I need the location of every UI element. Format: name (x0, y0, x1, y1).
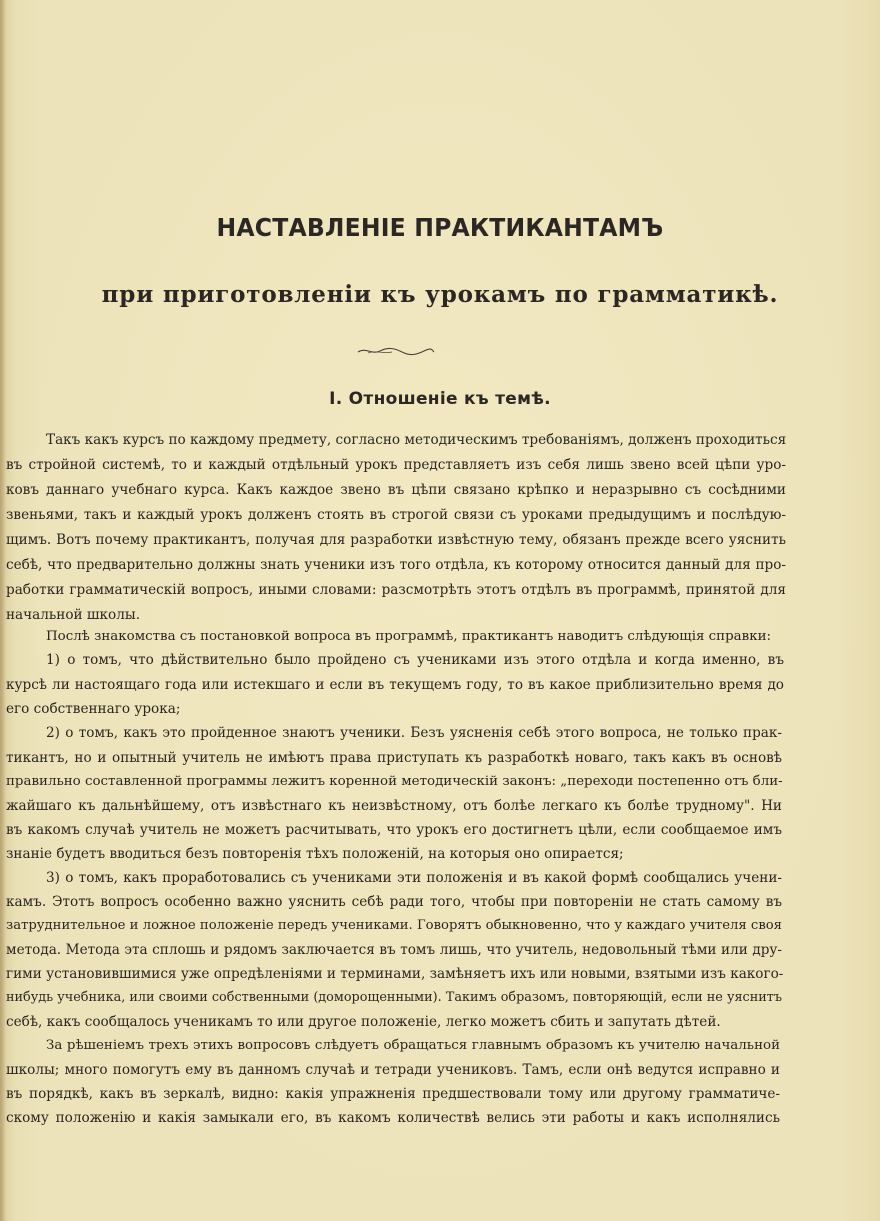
text-line: жайшаго къ дальнѣйшему, отъ извѣстнаго къ неизвѣстному, отъ болѣе легкаго къ болѣе трудному". Ни (6, 798, 782, 814)
text-line: гими установившимися уже опредѣленіями и терминами, замѣняетъ ихъ или новыми, взятыми изъ какого- (6, 966, 784, 982)
text-line: его собственнаго урока; (6, 701, 181, 717)
text-line: въ какомъ случаѣ учитель не можетъ расчитывать, что урокъ его достигнетъ цѣли, если сообщаемое имъ (6, 822, 782, 838)
text-line: звеньями, такъ и каждый урокъ долженъ стоять въ строгой связи съ уроками предыдущимъ и послѣдую- (6, 507, 786, 523)
text-line: Такъ какъ курсъ по каждому предмету, согласно методическимъ требованіямъ, долженъ проходиться (46, 432, 787, 448)
text-line: правильно составленной программы лежитъ коренной методическій законъ: „переходи постепенно отъ бли- (6, 774, 783, 789)
text-line: въ порядкѣ, какъ въ зеркалѣ, видно: какія упражненія предшествовали тому или другому грамматиче- (6, 1086, 780, 1102)
text-line: начальной школы. (6, 607, 141, 623)
document-title: НАСТАВЛЕНІЕ ПРАКТИКАНТАМЪ (216, 213, 664, 242)
text-line: 2) о томъ, какъ это пройденное знаютъ ученики. Безъ уясненія себѣ этого вопроса, не только прак- (46, 725, 782, 741)
ornament-divider-icon (356, 344, 436, 358)
text-line: 1) о томъ, что дѣйствительно было пройдено съ учениками изъ этого отдѣла и когда именно, въ (46, 652, 784, 668)
text-line: За рѣшеніемъ трехъ этихъ вопросовъ слѣдуетъ обращаться главнымъ образомъ къ учителю начальной (46, 1038, 780, 1053)
text-line: скому положенію и какія замыкали его, въ какомъ количествѣ велись эти работы и какъ исполнялись (6, 1110, 780, 1126)
text-line: метода. Метода эта сплошь и рядомъ заключается въ томъ лишь, что учитель, недовольный тѣми или дру- (6, 942, 782, 958)
text-line: работки грамматическій вопросъ, иными словами: разсмотрѣть этотъ отдѣлъ въ программѣ, принятой для (6, 582, 786, 598)
text-line: ковъ даннаго учебнаго курса. Какъ каждое звено въ цѣпи связано крѣпко и неразрывно съ сосѣдними (6, 482, 786, 498)
text-line: тикантъ, но и опытный учитель не имѣютъ права приступать къ разработкѣ новаго, такъ какъ въ основѣ (6, 750, 782, 766)
text-line: Послѣ знакомства съ постановкой вопроса въ программѣ, практикантъ наводитъ слѣдующія справки: (46, 629, 772, 644)
document-subtitle: при приготовленіи къ урокамъ по грамматикѣ. (101, 281, 779, 308)
section-heading: I. Отношеніе къ темѣ. (329, 389, 551, 409)
text-line: щимъ. Вотъ почему практикантъ, получая для разработки извѣстную тему, обязанъ прежде всего уяснить (6, 532, 786, 548)
text-line: затруднительное и ложное положеніе передъ учениками. Говорятъ обыкновенно, что у каждаго учителя своя (6, 918, 782, 933)
text-line: знаніе будетъ вводиться безъ повторенія тѣхъ положеній, на которыя оно опирается; (6, 846, 624, 862)
text-line: нибудь учебника, или своими собственными (доморощенными). Такимъ образомъ, повторяющій, если не уяснитъ (6, 990, 782, 1005)
text-line: въ стройной системѣ, то и каждый отдѣльный урокъ представляетъ изъ себя лишь звено всей цѣпи уро- (6, 457, 786, 473)
text-line: курсѣ ли настоящаго года или истекшаго и если въ текущемъ году, то въ какое приблизительно время до (6, 677, 784, 693)
text-line: себѣ, что предварительно должны знать ученики изъ того отдѣла, къ которому относится данный для про- (6, 557, 786, 573)
text-line: школы; много помогутъ ему въ данномъ случаѣ и тетради учениковъ. Тамъ, если онѣ ведутся исправно и (6, 1062, 780, 1078)
text-line: 3) о томъ, какъ проработовались съ учениками эти положенія и въ какой формѣ сообщались учени- (46, 870, 782, 886)
text-line: камъ. Этотъ вопросъ особенно важно уяснить себѣ ради того, чтобы при повтореніи не стать самому въ (6, 894, 782, 910)
text-line: себѣ, какъ сообщалось ученикамъ то или другое положеніе, легко можетъ сбить и запутать дѣтей. (6, 1014, 721, 1030)
